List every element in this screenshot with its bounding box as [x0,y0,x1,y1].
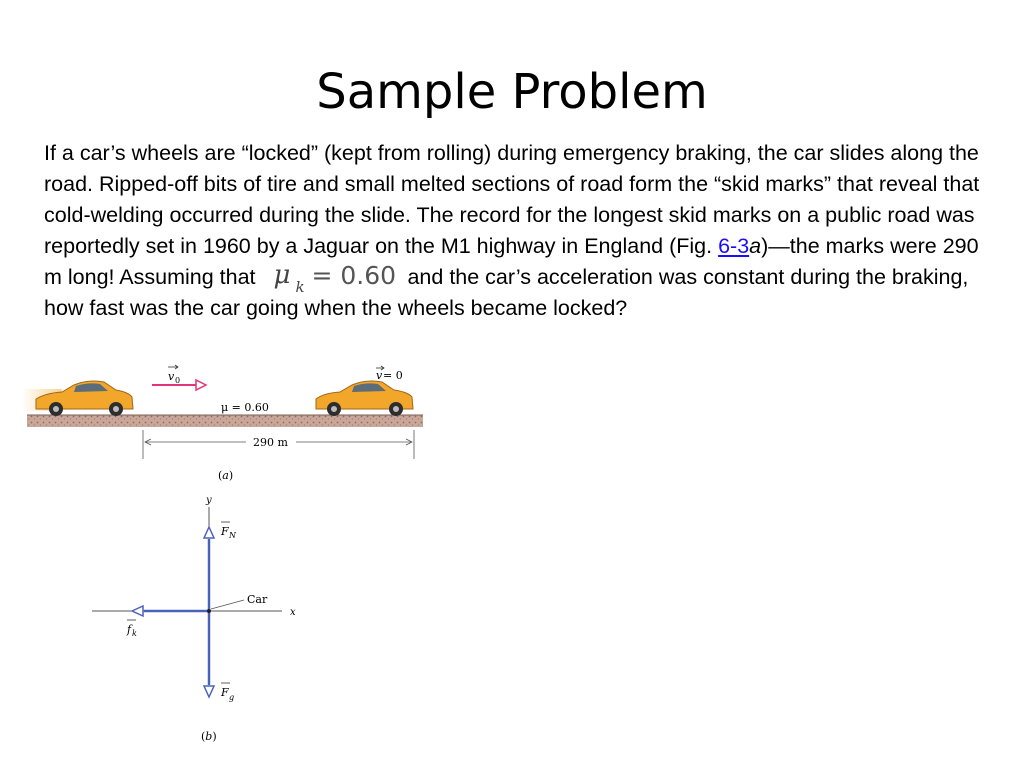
gravity-force-label: F [221,686,229,699]
v0-label: v [168,370,175,383]
figure-link[interactable]: 6-3 [718,234,750,258]
mu-value: = 0.60 [311,261,397,290]
figure-link-part: a [749,234,762,258]
normal-force-label: F [221,525,229,538]
road-surface [27,415,423,427]
gravity-force-subscript: g [229,693,235,702]
x-axis-label: x [290,607,296,618]
car-point [207,609,211,613]
figure-b [92,495,296,743]
final-velocity-value: = 0 [383,369,403,382]
distance-label: 290 m [253,436,288,449]
moving-car [22,381,133,416]
friction-coefficient-equation [262,260,402,296]
figure-a [22,365,423,482]
problem-text-part1: If a car’s wheels are “locked” (kept from rolling) during emergency braking, the car slides along the road. Ripped-off bits of tire and small melted sections of road form the “skid marks” that reveal that cold-welding occurred during the slide. The record for the longest skid marks on a public road was reportedly set in 1960 by a Jaguar on the M1 highway in England (Fig. [44,141,980,258]
caption-b: (b) [201,730,217,743]
car-label: Car [247,593,268,606]
problem-text-part3: and the car’s acceleration was constant during the braking, how fast was the car going when the wheels became locked? [44,265,969,320]
mu-subscript: k [295,278,305,296]
friction-force-subscript: k [132,629,137,638]
y-axis-label: y [206,495,212,506]
slide-title: Sample Problem [316,64,708,120]
problem-text-part2: )—the marks were 290 m long! Assuming that [44,234,979,289]
physics-figure [0,355,440,755]
friction-force-vector [132,606,209,616]
friction-label: μ = 0.60 [221,401,269,414]
stopped-car [316,381,413,416]
friction-force-label: f [127,623,132,636]
problem-statement [44,138,984,324]
v0-subscript: 0 [175,376,181,385]
car-leader-line [211,600,244,609]
final-velocity-label: v [376,369,383,382]
caption-a: (a) [218,469,234,482]
gravity-force-vector [204,611,214,697]
normal-force-vector [204,527,214,611]
mu-symbol: μ [273,260,291,290]
normal-force-subscript: N [229,531,236,540]
